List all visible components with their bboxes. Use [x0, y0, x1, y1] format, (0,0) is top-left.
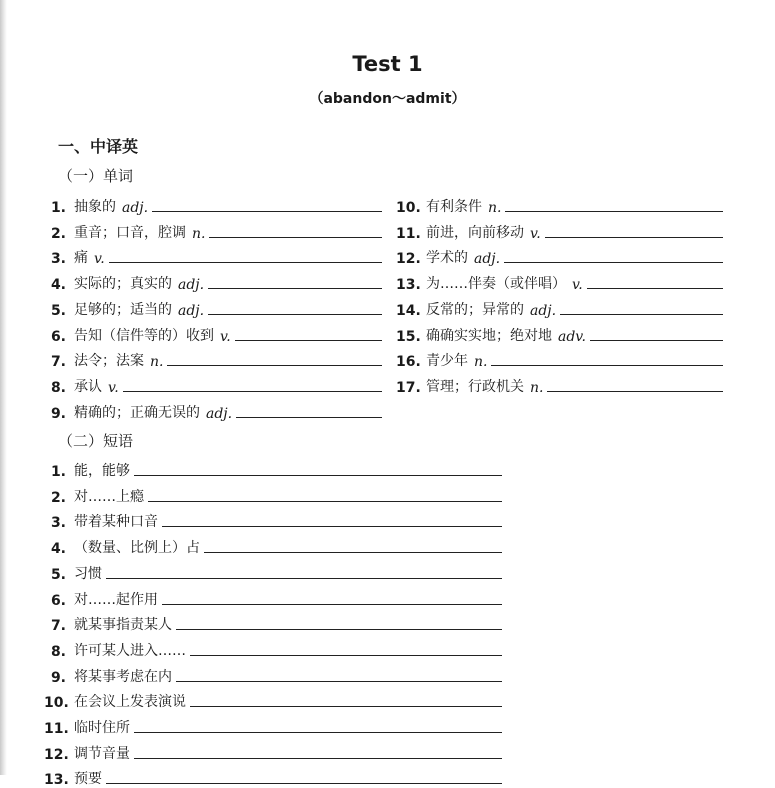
item-number: 2.: [50, 225, 66, 242]
item-part-of-speech: n.: [488, 200, 502, 216]
answer-blank[interactable]: [235, 340, 382, 341]
phrase-item: [44, 507, 502, 531]
item-number: 5.: [50, 302, 66, 319]
item-number: 8.: [50, 643, 66, 660]
answer-blank[interactable]: [560, 314, 723, 315]
item-chinese: 痛: [74, 250, 88, 267]
item-number: 12.: [396, 251, 421, 268]
answer-blank[interactable]: [208, 288, 382, 289]
phrase-item: [44, 585, 502, 609]
answer-blank[interactable]: [505, 211, 723, 212]
item-part-of-speech: v.: [530, 225, 541, 242]
item-number: 7.: [50, 618, 66, 635]
answer-blank[interactable]: [590, 340, 723, 341]
item-chinese: 告知（信件等的）收到: [74, 327, 214, 344]
answer-blank[interactable]: [190, 655, 502, 656]
word-item: [44, 243, 382, 267]
item-part-of-speech: n.: [192, 225, 206, 242]
item-number: 13.: [396, 277, 421, 294]
item-part-of-speech: adj.: [206, 405, 233, 422]
phrase-item: [44, 482, 502, 506]
answer-blank[interactable]: [134, 758, 502, 759]
item-part-of-speech: adj.: [178, 277, 205, 294]
answer-blank[interactable]: [148, 501, 502, 502]
item-number: 15.: [396, 328, 421, 345]
item-chinese: 承认: [74, 378, 102, 395]
phrase-item: [44, 739, 502, 763]
item-number: 4.: [50, 541, 66, 558]
item-number: 17.: [396, 379, 421, 396]
item-part-of-speech: v.: [220, 328, 231, 345]
item-chinese: 重音；口音，腔调: [74, 224, 186, 241]
item-number: 11.: [44, 721, 69, 737]
word-item: [396, 295, 723, 319]
item-number: 12.: [44, 746, 69, 763]
item-number: 3.: [50, 251, 66, 268]
answer-blank[interactable]: [209, 237, 382, 238]
answer-blank[interactable]: [236, 417, 382, 418]
item-number: 16.: [396, 354, 421, 371]
item-chinese: 许可某人进入……: [74, 642, 186, 659]
item-chinese: 对……上瘾: [74, 488, 144, 505]
phrase-item: [44, 687, 502, 711]
item-number: 6.: [50, 592, 66, 609]
word-item: [396, 346, 723, 370]
item-chinese: 抽象的: [74, 199, 116, 215]
word-item: [396, 192, 723, 216]
item-number: 1.: [50, 464, 66, 480]
item-chinese: 临时住所: [74, 720, 130, 736]
item-chinese: 就某事指责某人: [74, 617, 172, 634]
item-number: 7.: [50, 354, 66, 371]
item-chinese: 实际的；真实的: [74, 276, 172, 293]
item-chinese: 有利条件: [426, 199, 482, 215]
word-item: [396, 321, 723, 345]
item-number: 3.: [50, 515, 66, 532]
word-item: [44, 398, 382, 422]
answer-blank[interactable]: [491, 365, 723, 366]
answer-blank[interactable]: [109, 262, 382, 263]
phrase-item: [44, 559, 502, 583]
item-chinese: 带着某种口音: [74, 514, 158, 531]
answer-blank[interactable]: [204, 552, 502, 553]
section-heading: 一、中译英: [58, 137, 139, 156]
item-part-of-speech: v.: [108, 379, 119, 396]
answer-blank[interactable]: [162, 604, 502, 605]
item-chinese: 青少年: [426, 353, 468, 370]
phrase-item: [44, 533, 502, 557]
answer-blank[interactable]: [167, 365, 382, 366]
phrase-item: [44, 636, 502, 660]
item-chinese: 对……起作用: [74, 591, 158, 608]
page-edge-shadow: [0, 0, 7, 775]
word-item: [44, 295, 382, 319]
word-item: [44, 321, 382, 345]
item-chinese: 在会议上发表演说: [74, 694, 186, 711]
words-subheading: （一）单词: [58, 167, 134, 185]
item-chinese: 学术的: [426, 250, 468, 267]
word-item: [396, 269, 723, 293]
phrases-subheading: （二）短语: [58, 432, 134, 450]
item-part-of-speech: n.: [150, 354, 164, 371]
item-part-of-speech: adv.: [558, 328, 587, 345]
item-part-of-speech: v.: [572, 277, 583, 294]
item-chinese: 管理；行政机关: [426, 378, 524, 395]
item-chinese: 为……伴奏（或伴唱）: [426, 276, 566, 293]
item-chinese: 足够的；适当的: [74, 301, 172, 318]
item-number: 14.: [396, 302, 421, 319]
word-item: [44, 218, 382, 242]
answer-blank[interactable]: [162, 526, 502, 527]
phrase-item: [44, 662, 502, 686]
item-part-of-speech: adj.: [474, 251, 501, 268]
item-part-of-speech: adj.: [530, 302, 557, 319]
phrase-item: [44, 610, 502, 634]
item-chinese: 确确实实地；绝对地: [426, 327, 552, 344]
word-item: [44, 346, 382, 370]
item-part-of-speech: adj.: [122, 200, 149, 216]
phrase-item: [44, 713, 502, 737]
answer-blank[interactable]: [190, 706, 502, 707]
item-number: 4.: [50, 277, 66, 294]
word-item: [44, 372, 382, 396]
answer-blank[interactable]: [545, 237, 723, 238]
item-part-of-speech: v.: [94, 251, 105, 268]
item-number: 10.: [396, 200, 421, 216]
answer-blank[interactable]: [106, 783, 502, 784]
page-title: Test 1: [352, 52, 423, 76]
word-item: [396, 218, 723, 242]
item-number: 5.: [50, 566, 66, 583]
answer-blank[interactable]: [123, 391, 382, 392]
item-number: 9.: [50, 669, 66, 686]
item-chinese: 习惯: [74, 565, 102, 582]
item-chinese: 前进，向前移动: [426, 224, 524, 241]
word-item: [396, 372, 723, 396]
phrase-item: [44, 764, 502, 788]
item-chinese: 将某事考虑在内: [74, 668, 172, 685]
item-number: 8.: [50, 379, 66, 396]
item-number: 1.: [50, 200, 66, 216]
answer-blank[interactable]: [134, 732, 502, 733]
item-number: 2.: [50, 489, 66, 506]
item-number: 13.: [44, 772, 69, 788]
word-item: [396, 243, 723, 267]
item-number: 6.: [50, 328, 66, 345]
item-part-of-speech: n.: [474, 354, 488, 371]
answer-blank[interactable]: [134, 475, 502, 476]
item-number: 9.: [50, 405, 66, 422]
answer-blank[interactable]: [152, 211, 382, 212]
page-subtitle: （abandon～admit）: [309, 91, 466, 107]
answer-blank[interactable]: [208, 314, 382, 315]
item-chinese: 预要: [74, 771, 102, 788]
word-item: [44, 269, 382, 293]
answer-blank[interactable]: [106, 578, 502, 579]
item-chinese: 反常的；异常的: [426, 301, 524, 318]
answer-blank[interactable]: [547, 391, 723, 392]
item-chinese: 法令；法案: [74, 353, 144, 370]
item-part-of-speech: n.: [530, 379, 544, 396]
item-chinese: 能，能够: [74, 463, 130, 479]
answer-blank[interactable]: [504, 262, 723, 263]
item-number: 10.: [44, 695, 69, 712]
answer-blank[interactable]: [176, 629, 502, 630]
answer-blank[interactable]: [176, 681, 502, 682]
item-part-of-speech: adj.: [178, 302, 205, 319]
answer-blank[interactable]: [587, 288, 723, 289]
phrase-item: [44, 456, 502, 480]
item-chinese: 精确的；正确无误的: [74, 404, 200, 421]
item-chinese: 调节音量: [74, 745, 130, 762]
item-chinese: （数量、比例上）占: [74, 540, 200, 557]
item-number: 11.: [396, 225, 421, 242]
word-item: [44, 192, 382, 216]
